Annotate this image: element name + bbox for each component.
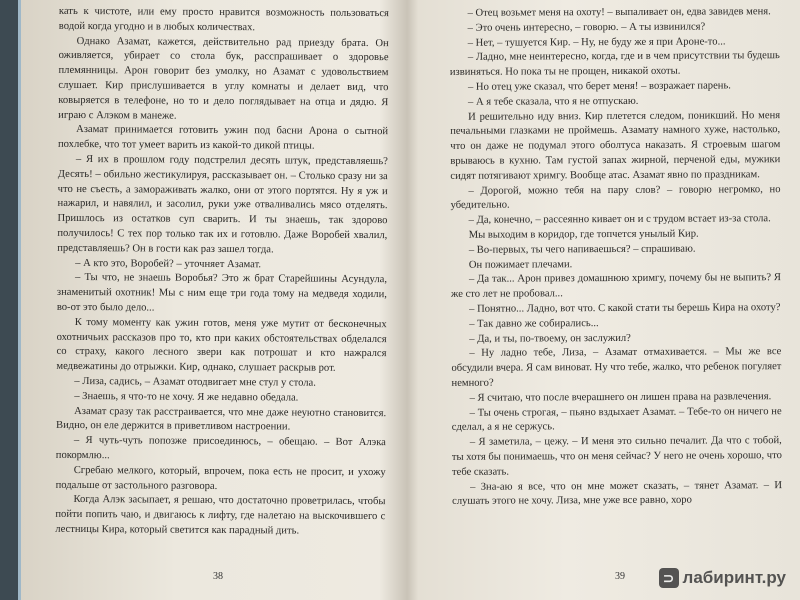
paragraph: – Да, и ты, по-твоему, он заслужил? xyxy=(469,332,631,345)
paragraph: Мы выходим в коридор, где топчется унылый Кир. xyxy=(468,228,699,241)
paragraph: – Понятно... Ладно, вот что. С какой стати ты берешь Кира на охоту? xyxy=(469,302,781,315)
paragraph: – Я заметила, – цежу. – И меня это сильно печалит. Да что с тобой, ты хотя бы понимаешь, что он меня сейчас? У него не очень хорошо, что тебе сказать. xyxy=(451,435,782,478)
paragraph: – Знаешь, я что-то не хочу. Я же недавно обедала. xyxy=(74,390,299,404)
left-page-number: 38 xyxy=(213,571,223,582)
paragraph: – Ладно, мне неинтересно, когда, где и в чем присутствии ты будешь извиняться. Но пока ты не прощен, никакой охоты. xyxy=(449,50,780,79)
paragraph: – Ты что, не знаешь Воробья? Это ж брат Старейшины Асундула, знаменитый охотник! Мы с ним еще три года тому на медведя ходили, во-от это было дело... xyxy=(56,272,388,314)
paragraph: – Отец возьмет меня на охоту! – выпаливает он, едва завидев меня. xyxy=(467,6,771,19)
paragraph: Азамат принимается готовить ужин под басни Арона о сытной похлебке, что тот умеет варить из какой-то дикой птицы. xyxy=(57,124,389,152)
labirint-logo-icon: ⊃ xyxy=(659,568,679,588)
paragraph: И решительно иду вниз. Кир плетется следом, поникший. Но меня печальными глазками не проймешь. Азамату намного хуже, настолько, что он даже не подумал этого оболтуса наказать. Я строевым шагом врываюсь в кухню. Там густой запах жирной, перченой еды, мужики сидят потягивают хримгу. Вообще атас. Азамат явно по праздникам. xyxy=(450,109,781,182)
paragraph: – Это очень интересно, – говорю. – А ты извинился? xyxy=(467,21,706,34)
paragraph: – Я их в прошлом году подстрелил десять штук, представляешь? Десять! – обильно жестикулируя, рассказывает он. – Столько сразу ни за что не съесть, а замораживать жалко, они от этого портятся. Ну я уж и нажарил, и навялил, и засолил, руки уже отваливались мясо отделять. Пришлось из остатков суп сварить. И ты знаешь, так здорово получилось! С тех пор только так их и готовлю. Даже Воробей хвалил, представляешь? Он в гости как раз зашел тогда. xyxy=(57,153,388,256)
paragraph: Однако Азамат, кажется, действительно рад приезду брата. Он оживляется, убирает со стола бук, расспрашивает о здоровье племянницы. Арон говорит без умолку, но Азамат с удовольствием слушает. Кир прислушивается в углу комнаты и делает вид, что ковыряется в телефоне, но то и дело поглядывает на отца и дядю. Я играю с Алэком в манеже. xyxy=(58,35,389,122)
paragraph: – Да, конечно, – рассеянно кивает он и с трудом встает из-за стола. xyxy=(468,213,771,226)
watermark-text: лабиринт.ру xyxy=(682,568,786,587)
paragraph: – Но отец уже сказал, что берет меня! – возражает парень. xyxy=(467,80,731,93)
left-page xyxy=(55,5,389,567)
book-spread xyxy=(18,0,800,600)
paragraph: Сгребаю мелкого, который, впрочем, пока есть не просит, и ухожу подальше от застольного разговора. xyxy=(55,464,386,492)
paragraph: кать к чистоте, или ему просто нравится возможность пользоваться водой когда угодно и в любых количествах. xyxy=(58,5,389,34)
paragraph: – Да так... Арон привез домашнюю хримгу, почему бы не выпить? Я же сто лет не пробовал... xyxy=(451,272,781,301)
paragraph: – Я чуть-чуть попозже присоединюсь, – обещаю. – Вот Алэка покормлю... xyxy=(55,435,386,462)
right-page-number: 39 xyxy=(615,571,625,582)
paragraph: – Лиза, садись, – Азамат отодвигает мне стул у стола. xyxy=(74,375,316,389)
paragraph: – Во-первых, ты чего напиваешься? – спрашиваю. xyxy=(468,243,696,256)
paragraph: Он пожимает плечами. xyxy=(468,258,573,271)
paragraph: Азамат сразу так расстраивается, что мне даже неуютно становится. Видно, он еле держится в приветливом настроении. xyxy=(55,405,387,433)
paragraph: – А кто это, Воробей? – уточняет Азамат. xyxy=(75,257,262,270)
watermark xyxy=(659,568,786,588)
paragraph: – А я тебе сказала, что я не отпускаю. xyxy=(468,95,639,108)
paragraph: – Ну ладно тебе, Лиза, – Азамат отмахивается. – Мы же все обсудили вчера. Я сам виноват. Ну что тебе, жалко, что ребенок погуляет немного? xyxy=(451,346,782,389)
paragraph: – Зна-аю я все, что он мне может сказать, – тянет Азамат. – И слушать этого не хочу. Лиза, мне уже все равно, хоро xyxy=(452,479,783,508)
paragraph: – Я считаю, что после вчерашнего он лишен права на развлечения. xyxy=(469,390,772,404)
paragraph: – Нет, – тушуется Кир. – Ну, не буду же я при Ароне-то... xyxy=(467,36,726,49)
paragraph: Когда Алэк засыпает, я решаю, что достаточно проветрилась, чтобы пойти попить чаю, и двигаюсь к лифту, где налетаю на выскочившего с лестницы Кира, который светится как парадный дить. xyxy=(55,494,386,537)
paragraph: – Дорогой, можно тебя на пару слов? – говорю негромко, но убедительно. xyxy=(450,183,781,212)
paragraph: – Ты очень строгая, – пьяно вздыхает Азамат. – Тебе-то он ничего не сделал, а я не сержусь. xyxy=(451,405,782,434)
right-page xyxy=(450,5,783,567)
paragraph: – Так давно же собирались... xyxy=(469,317,599,330)
paragraph: К тому моменту как ужин готов, меня уже мутит от бесконечных охотничьих рассказов про то, кто при каких обстоятельствах обделался со страху, какого лесного звери как потрошат и кто нажрался медвежатины до отрыжки. Кир, однако, слушает раскрыв рот. xyxy=(56,316,387,374)
